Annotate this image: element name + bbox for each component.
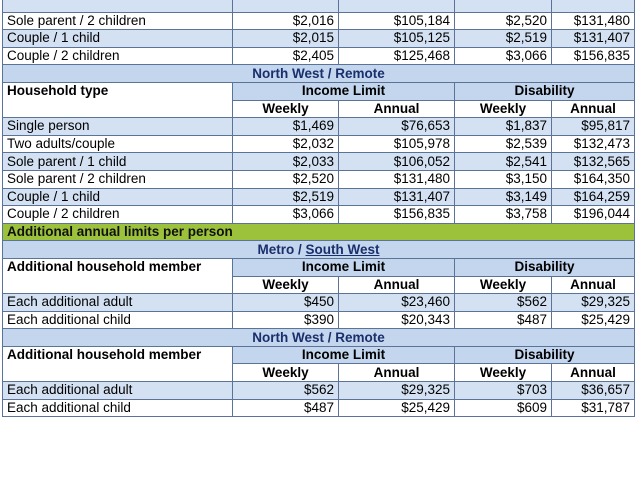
section-title-part2: Remote [335,65,385,81]
income-annual: $105,978 [339,135,455,153]
income-weekly: $2,520 [233,170,339,188]
section-title-part1: Metro [257,241,295,257]
disability-weekly: $3,149 [455,188,552,206]
income-weekly: $2,033 [233,153,339,171]
row-label: Single person [3,118,233,136]
section-title-part1: North West [252,65,324,81]
income-weekly: $562 [233,382,339,400]
income-annual: $20,343 [339,311,455,329]
disability-header: Disability [455,346,635,364]
section-title-part2: South West [305,241,380,257]
disability-header: Disability [455,82,635,100]
row-label: Couple / 1 child [3,188,233,206]
disability-weekly: $2,539 [455,135,552,153]
disability-weekly: $2,541 [455,153,552,171]
section-title-part2: Remote [335,329,385,345]
table-row [3,399,635,417]
section-title-sep: / [323,329,336,345]
table-row [3,188,635,206]
table-row [3,118,635,136]
table-row [3,294,635,312]
income-annual: $23,460 [339,294,455,312]
section-title-sep: / [323,65,336,81]
weekly-header: Weekly [455,364,552,382]
row-label: Couple / 1 child [3,30,233,48]
disability-weekly: $2,519 [455,30,552,48]
table-row [3,12,635,30]
annual-header: Annual [552,276,635,294]
disability-annual: $95,817 [552,118,635,136]
table-row [3,311,635,329]
income-annual: $131,480 [339,170,455,188]
section-header-north-west-remote [3,65,635,83]
annual-header: Annual [552,100,635,118]
disability-annual: $25,429 [552,311,635,329]
income-weekly: $2,405 [233,47,339,65]
table-row [3,30,635,48]
income-weekly: $2,032 [233,135,339,153]
section-title-part1: North West [252,329,324,345]
income-weekly: $390 [233,311,339,329]
additional-member-header: Additional household member [3,346,233,381]
disability-annual: $29,325 [552,294,635,312]
income-limits-table [2,0,635,417]
disability-annual: $36,657 [552,382,635,400]
income-limit-header: Income Limit [233,258,455,276]
disability-annual: $132,473 [552,135,635,153]
weekly-header: Weekly [233,364,339,382]
weekly-header: Weekly [455,276,552,294]
income-annual: $29,325 [339,382,455,400]
table-row [3,206,635,224]
disability-weekly: $3,758 [455,206,552,224]
table-row [3,153,635,171]
row-label: Each additional child [3,399,233,417]
section-title-sep: / [294,241,306,257]
table-row [3,170,635,188]
disability-annual: $31,787 [552,399,635,417]
weekly-header: Weekly [233,276,339,294]
disability-weekly: $2,520 [455,12,552,30]
row-label: Each additional adult [3,294,233,312]
column-header-row [3,258,635,276]
income-annual: $156,835 [339,206,455,224]
income-annual: $25,429 [339,399,455,417]
disability-annual: $131,480 [552,12,635,30]
disability-weekly: $487 [455,311,552,329]
additional-limits-section [3,223,635,417]
disability-header: Disability [455,258,635,276]
household-type-header: Household type [3,82,233,117]
weekly-header: Weekly [233,100,339,118]
north-west-remote-section [3,65,635,223]
row-label: Sole parent / 2 children [3,170,233,188]
row-label: Sole parent / 2 children [3,12,233,30]
income-annual: $106,052 [339,153,455,171]
table-row [3,382,635,400]
disability-annual: $131,407 [552,30,635,48]
banner-text: Additional annual limits per person [3,223,635,241]
section-header-metro-south-west [3,241,635,259]
income-weekly: $2,015 [233,30,339,48]
additional-member-header: Additional household member [3,258,233,293]
disability-annual: $156,835 [552,47,635,65]
column-header-row [3,346,635,364]
income-limit-header: Income Limit [233,82,455,100]
income-weekly: $3,066 [233,206,339,224]
row-label: Two adults/couple [3,135,233,153]
additional-limits-banner [3,223,635,241]
annual-header: Annual [339,100,455,118]
row-label: Each additional child [3,311,233,329]
disability-weekly: $3,066 [455,47,552,65]
income-weekly: $1,469 [233,118,339,136]
disability-annual: $164,259 [552,188,635,206]
income-annual: $105,184 [339,12,455,30]
income-annual: $76,653 [339,118,455,136]
income-annual: $105,125 [339,30,455,48]
annual-header: Annual [339,276,455,294]
disability-annual: $196,044 [552,206,635,224]
income-annual: $131,407 [339,188,455,206]
disability-weekly: $3,150 [455,170,552,188]
annual-header: Annual [339,364,455,382]
disability-weekly: $609 [455,399,552,417]
disability-annual: $132,565 [552,153,635,171]
annual-header: Annual [552,364,635,382]
row-label: Sole parent / 1 child [3,153,233,171]
disability-weekly: $1,837 [455,118,552,136]
income-weekly: $487 [233,399,339,417]
income-weekly: $2,519 [233,188,339,206]
table-row [3,47,635,65]
row-label: Couple / 2 children [3,206,233,224]
table-row [3,135,635,153]
disability-weekly: $703 [455,382,552,400]
row-label: Each additional adult [3,382,233,400]
income-annual: $125,468 [339,47,455,65]
income-weekly: $2,016 [233,12,339,30]
column-header-row [3,82,635,100]
income-weekly: $450 [233,294,339,312]
table-row [3,0,635,12]
disability-annual: $164,350 [552,170,635,188]
section-header-north-west-remote-additional [3,329,635,347]
top-rows-group [3,0,635,65]
disability-weekly: $562 [455,294,552,312]
income-limit-header: Income Limit [233,346,455,364]
row-label: Couple / 2 children [3,47,233,65]
weekly-header: Weekly [455,100,552,118]
